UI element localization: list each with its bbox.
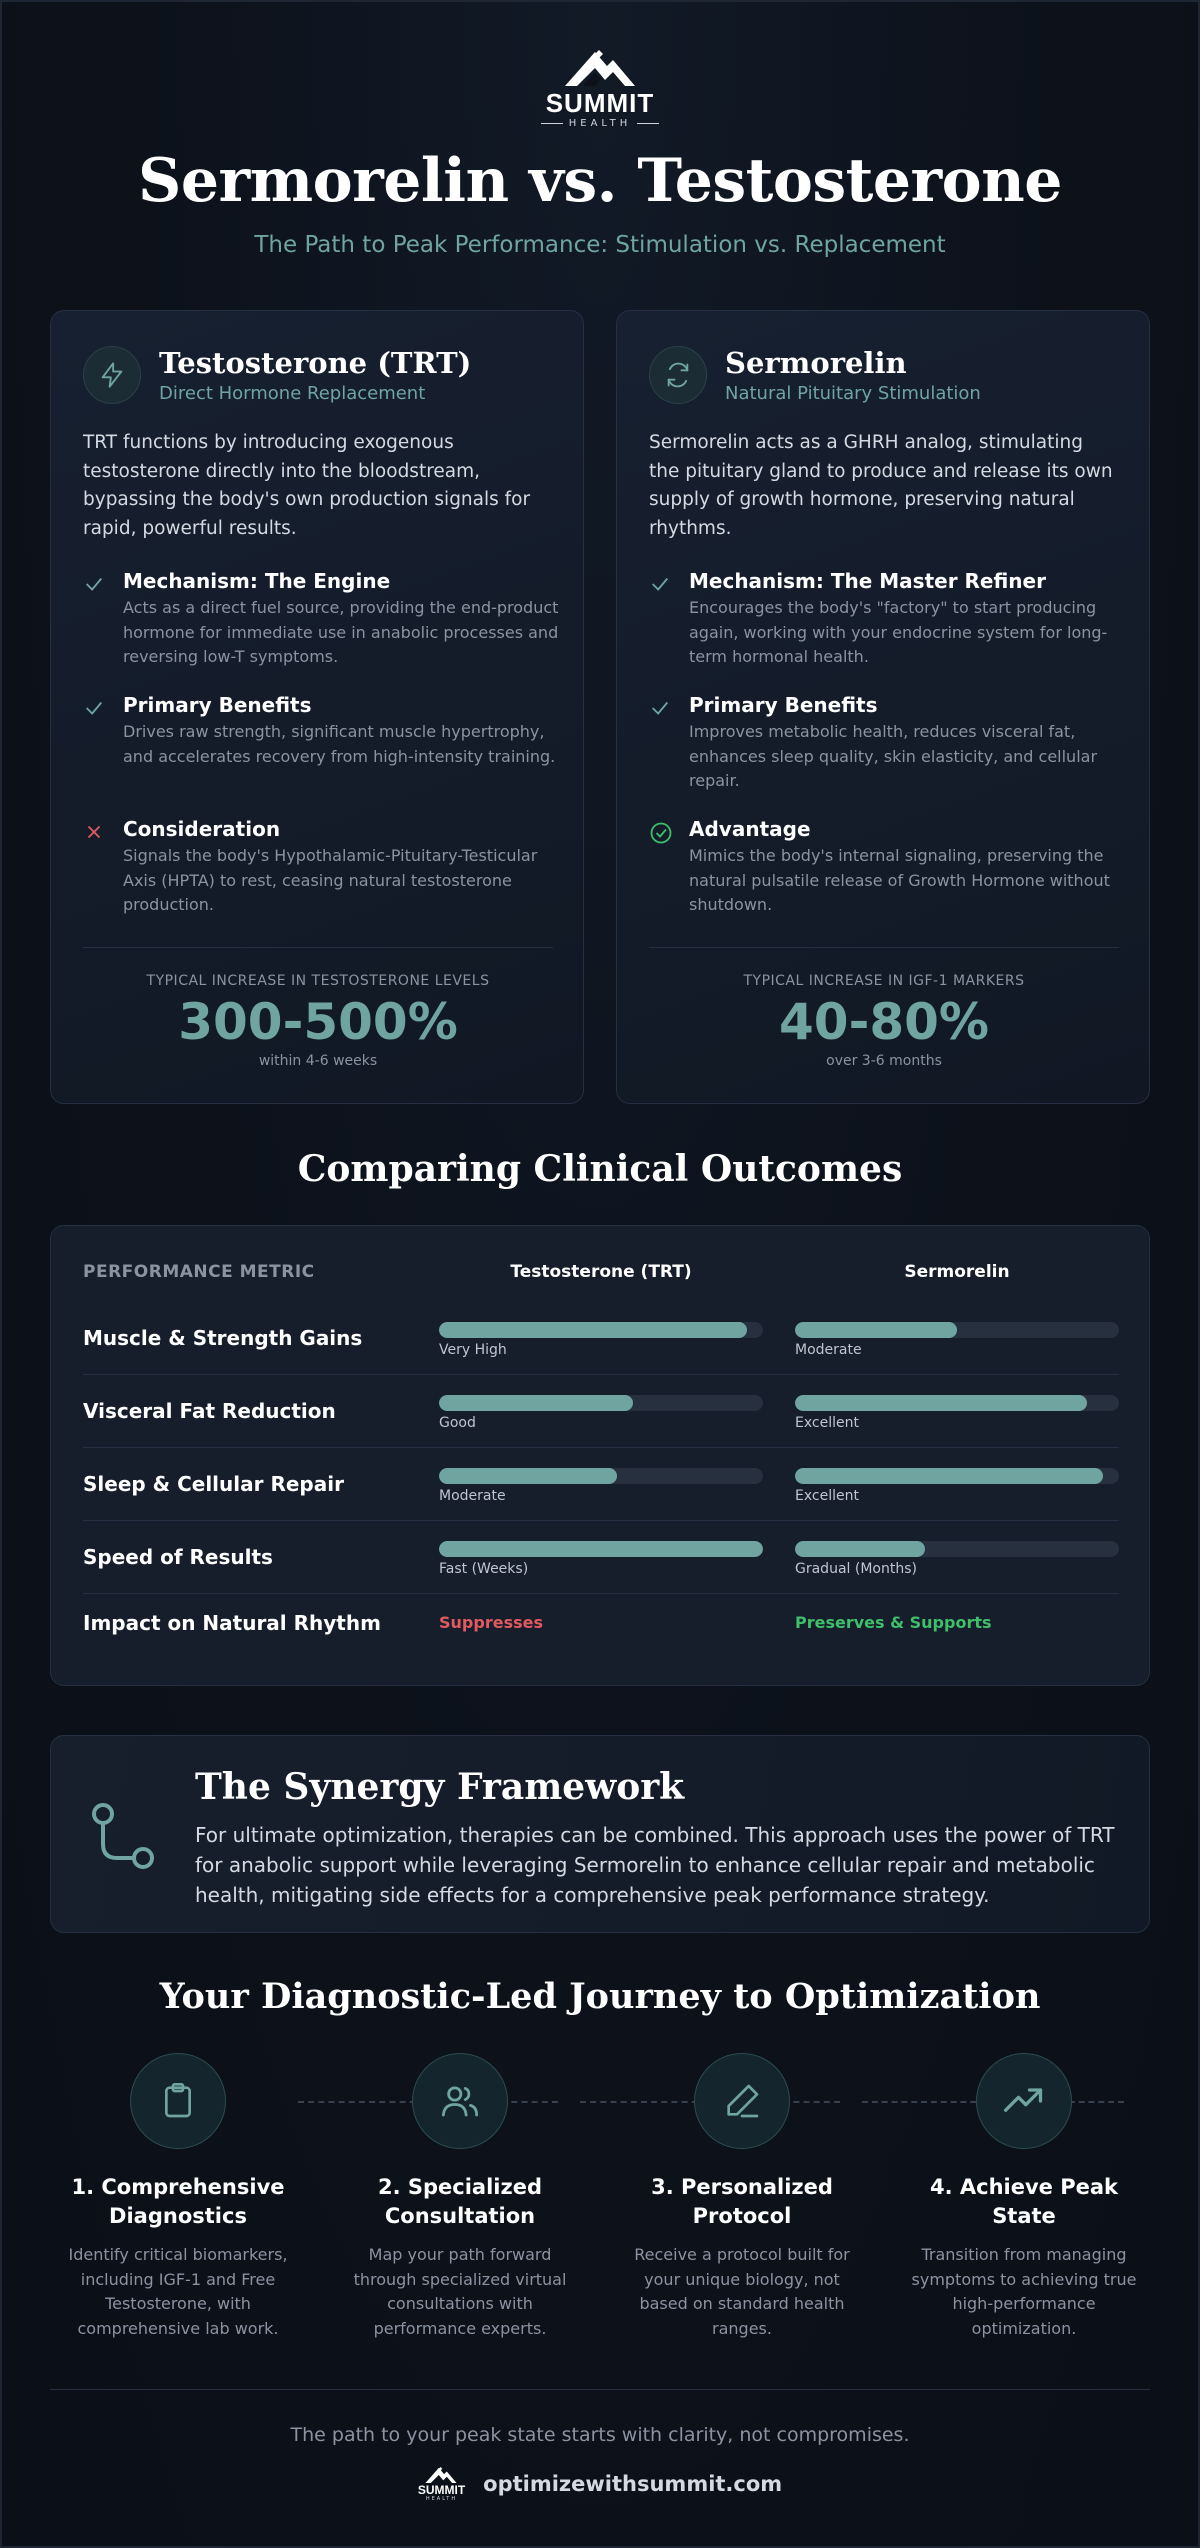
check-icon (649, 573, 671, 595)
x-icon (83, 821, 105, 843)
sermorelin-bar-track (795, 1322, 1119, 1338)
trt-bar-track (439, 1395, 763, 1411)
journey-step (58, 2053, 298, 2341)
trending-up-icon (1002, 2079, 1046, 2123)
step-title: 1. Comprehensive Diagnostics (71, 2175, 285, 2228)
metric-label: Visceral Fat Reduction (83, 1399, 336, 1423)
trt-bar-label: Moderate (439, 1488, 506, 1504)
sermorelin-bar-label: Moderate (795, 1342, 862, 1358)
comparison-title: Comparing Clinical Outcomes (297, 1148, 903, 1190)
journey-step (340, 2053, 580, 2341)
users-icon (439, 2080, 481, 2122)
sermorelin-impact-text: Preserves & Supports (795, 1613, 992, 1632)
sermorelin-bar-label: Excellent (795, 1488, 859, 1504)
journey-step (622, 2053, 862, 2341)
check-icon (649, 697, 671, 719)
page-title: Sermorelin vs. Testosterone (138, 146, 1062, 216)
trt-bar-fill (439, 1322, 747, 1338)
comparison-table (50, 1225, 1150, 1686)
footer-logo-subtext: HEALTH (425, 2496, 458, 2502)
footer-logo (418, 2466, 465, 2502)
stat-value: 300-500% (178, 993, 458, 1051)
footer-tagline: The path to your peak state starts with clarity, not compromises. (290, 2424, 910, 2446)
feature-item (649, 693, 1129, 794)
trt-card (50, 310, 584, 1104)
card-title: Testosterone (TRT) (159, 346, 472, 380)
metric-label: Muscle & Strength Gains (83, 1326, 363, 1350)
stat-note: within 4-6 weeks (258, 1053, 378, 1069)
trt-bar-track (439, 1322, 763, 1338)
card-intro: Sermorelin acts as a GHRH analog, stimulating the pituitary gland to produce and release its own supply of growth hormone, preserving natural rhythms. (649, 432, 1113, 539)
card-subtitle: Natural Pituitary Stimulation (725, 383, 981, 404)
footer-url-link[interactable]: optimizewithsummit.com (483, 2472, 783, 2496)
step-text: Identify critical biomarkers, including IGF-1 and Free Testosterone, with comprehensive lab work. (68, 2245, 288, 2338)
trt-bar-label: Fast (Weeks) (439, 1561, 529, 1577)
stat-note: over 3-6 months (826, 1053, 942, 1069)
step-text: Receive a protocol built for your unique biology, not based on standard health ranges. (634, 2245, 850, 2338)
sermorelin-bar-fill (795, 1322, 957, 1338)
metric-label: Speed of Results (83, 1545, 273, 1569)
page-subtitle: The Path to Peak Performance: Stimulation vs. Replacement (254, 232, 946, 258)
footer-logo-text: SUMMIT (417, 2483, 466, 2497)
feature-title: Primary Benefits (689, 693, 878, 717)
table-row (83, 1302, 1119, 1375)
trt-bar-track (439, 1468, 763, 1484)
check-icon (83, 697, 105, 719)
feature-text: Signals the body's Hypothalamic-Pituitary-Testicular Axis (HPTA) to rest, ceasing natural testosterone production. (123, 846, 538, 914)
sermorelin-bar-track (795, 1541, 1119, 1557)
metric-label: Impact on Natural Rhythm (83, 1611, 381, 1635)
step-text: Transition from managing symptoms to achieving true high-performance optimization. (911, 2245, 1137, 2338)
synergy-text: For ultimate optimization, therapies can be combined. This approach uses the power of TRT for anabolic support while leveraging Sermorelin to enhance cellular repair and metabolic health, mitigating side effects for a comprehensive peak performance strategy. (195, 1823, 1115, 1907)
feature-text: Mimics the body's internal signaling, preserving the natural pulsatile release of Growth Hormone without shutdown. (689, 846, 1110, 914)
feature-text: Drives raw strength, significant muscle hypertrophy, and accelerates recovery from high-intensity training. (123, 722, 556, 766)
table-row (83, 1594, 1119, 1654)
stat-value: 40-80% (778, 993, 989, 1051)
brand-logo (0, 48, 1200, 129)
table-row (83, 1375, 1119, 1448)
trt-bar-fill (439, 1541, 763, 1557)
synergy-panel (50, 1735, 1150, 1933)
lightning-icon (98, 361, 126, 389)
trt-impact-text: Suppresses (439, 1613, 543, 1632)
refresh-icon (664, 361, 692, 389)
metric-label: Sleep & Cellular Repair (83, 1472, 344, 1496)
mountain-logo-icon (555, 48, 645, 88)
feature-text: Encourages the body's "factory" to start producing again, working with your endocrine system for long-term hormonal health. (689, 598, 1108, 666)
feature-item (83, 569, 563, 670)
sermorelin-bar-label: Excellent (795, 1415, 859, 1431)
card-intro: TRT functions by introducing exogenous testosterone directly into the bloodstream, bypassing the body's own production signals for rapid, powerful results. (83, 432, 531, 539)
feature-item (649, 569, 1129, 670)
column-header-metric: PERFORMANCE METRIC (83, 1262, 315, 1282)
sermorelin-bar-track (795, 1468, 1119, 1484)
feature-title: Mechanism: The Engine (123, 569, 391, 593)
trt-bar-fill (439, 1395, 633, 1411)
column-header-sermorelin: Sermorelin (904, 1262, 1010, 1282)
card-title: Sermorelin (725, 346, 907, 380)
stat-label: TYPICAL INCREASE IN TESTOSTERONE LEVELS (146, 973, 490, 989)
feature-text: Improves metabolic health, reduces visceral fat, enhances sleep quality, skin elasticity, and cellular repair. (689, 722, 1098, 790)
step-text: Map your path forward through specialized virtual consultations with performance experts. (353, 2245, 567, 2338)
trt-bar-fill (439, 1468, 617, 1484)
sermorelin-card (616, 310, 1150, 1104)
feature-title: Primary Benefits (123, 693, 312, 717)
column-header-trt: Testosterone (TRT) (510, 1262, 692, 1282)
trt-bar-label: Very High (439, 1342, 507, 1358)
step-title: 4. Achieve Peak State (929, 2175, 1118, 2228)
feature-text: Acts as a direct fuel source, providing the end-product hormone for immediate use in anabolic processes and reversing low-T symptoms. (123, 598, 559, 666)
sermorelin-bar-fill (795, 1468, 1103, 1484)
sermorelin-bar-fill (795, 1395, 1087, 1411)
logo-text: SUMMIT (545, 88, 655, 118)
synergy-title: The Synergy Framework (195, 1766, 685, 1808)
feature-title: Mechanism: The Master Refiner (689, 569, 1046, 593)
step-title: 3. Personalized Protocol (651, 2175, 833, 2228)
sermorelin-bar-fill (795, 1541, 925, 1557)
feature-item (649, 817, 1129, 918)
journey-title: Your Diagnostic-Led Journey to Optimization (159, 1976, 1041, 2017)
feature-item (83, 817, 563, 918)
trt-bar-label: Good (439, 1415, 476, 1431)
stat-label: TYPICAL INCREASE IN IGF-1 MARKERS (743, 973, 1025, 989)
logo-subtext: HEALTH (568, 118, 632, 129)
sermorelin-bar-label: Gradual (Months) (795, 1561, 917, 1577)
check-icon (83, 573, 105, 595)
route-icon (87, 1800, 159, 1872)
clipboard-icon (158, 2081, 198, 2121)
feature-title: Consideration (123, 817, 281, 841)
step-title: 2. Specialized Consultation (377, 2175, 542, 2228)
journey-step (904, 2053, 1144, 2341)
mountain-logo-icon (421, 2466, 461, 2484)
feature-item (83, 693, 563, 769)
pen-icon (722, 2081, 762, 2121)
table-row (83, 1521, 1119, 1594)
feature-title: Advantage (689, 817, 811, 841)
card-subtitle: Direct Hormone Replacement (159, 383, 426, 404)
table-row (83, 1448, 1119, 1521)
sermorelin-bar-track (795, 1395, 1119, 1411)
check-circle-icon (649, 821, 673, 845)
trt-bar-track (439, 1541, 763, 1557)
